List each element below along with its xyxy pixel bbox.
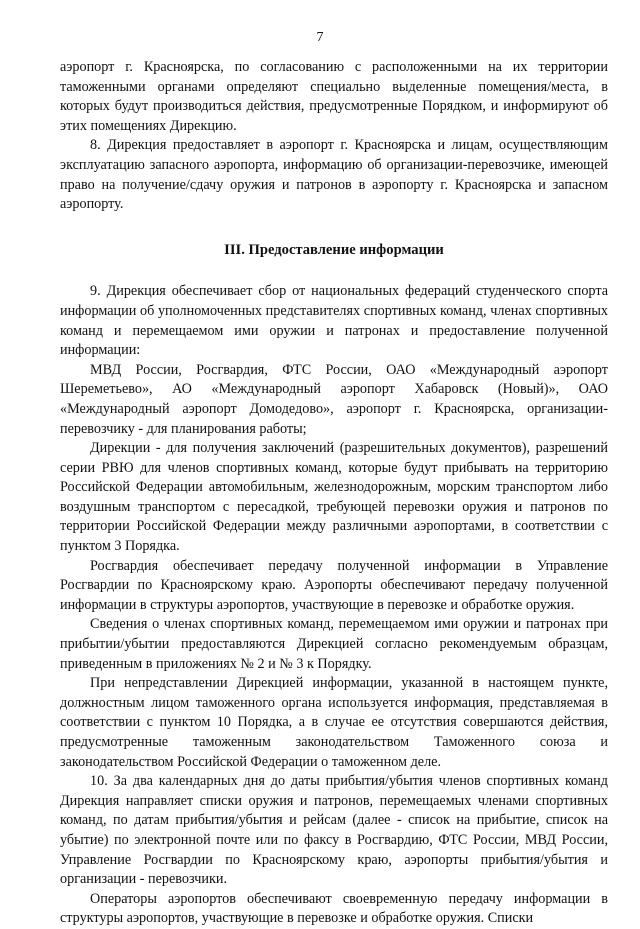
section-heading: III. Предоставление информации	[224, 241, 444, 258]
paragraph-9-recipients: МВД России, Росгвардия, ФТС России, ОАО «Международный аэропорт Шереметьево», АО «Международный аэропорт Хабаровск (Новый)», ОАО «Международный аэропорт Домодедово», аэропорт г. Красноярска, организации-перевозчику - для планирования работы;	[60, 361, 608, 437]
page-number: 7	[316, 30, 324, 45]
paragraph-continuation: аэропорт г. Красноярска, по согласованию с расположенными на их территории таможенными органами определяют специально выделенные помещения/места, в которых будут производиться действия, предусмотренные Порядком, и информируют об этих помещениях Дирекцию.	[60, 59, 608, 134]
paragraph-9-svedenia: Сведения о членах спортивных команд, перемещаемом ими оружии и патронах при прибытии/убытии предоставляются Дирекцией согласно рекомендуемым образцам, приведенным в приложениях № 2 и № 3 к Порядку.	[60, 616, 608, 672]
paragraph-9-rosgvardia: Росгвардия обеспечивает передачу полученной информации в Управление Росгвардии по Красноярскому краю. Аэропорты обеспечивают передачу полученной информации в структуры аэропортов, участвующие в перевозке и обработке оружия.	[60, 557, 608, 613]
paragraph-10: 10. За два календарных дня до даты прибытия/убытия членов спортивных команд Дирекция направляет списки оружия и патронов, перемещаемых членами спортивных команд, по датам прибытия/убытия и рейсам (далее - список на прибытие, список на убытие) по электронной почте или по факсу в Росгвардию, ФТС России, МВД России, Управление Росгвардии по Красноярскому краю, аэропорты прибытия/убытия и организации - перевозчики.	[60, 773, 608, 888]
document-body	[60, 58, 608, 929]
paragraph-9-direkcii: Дирекции - для получения заключений (разрешительных документов), разрешений серии РВЮ для членов спортивных команд, которые будут прибывать на территорию Российской Федерации автомобильным, железнодорожным, морским транспортом либо воздушным транспортом с пересадкой, требующей перевозки оружия и патронов по территории Российской Федерации между различными аэропортами, в соответствии с пунктом 3 Порядка.	[60, 440, 608, 555]
paragraph-10-operatory: Операторы аэропортов обеспечивают своевременную передачу информации в структуры аэропортов, участвующие в перевозке и обработке оружия. Списки	[60, 890, 608, 927]
paragraph-9: 9. Дирекция обеспечивает сбор от национальных федераций студенческого спорта информации об уполномоченных представителях спортивных команд, членах спортивных команд и перемещаемом ими оружии и патронах и предоставление полученной информации:	[60, 283, 608, 359]
paragraph-8: 8. Дирекция предоставляет в аэропорт г. Красноярска и лицам, осуществляющим эксплуатацию запасного аэропорта, информацию об организации-перевозчике, имеющей право на получение/сдачу оружия и патронов в аэропорту г. Красноярска и запасном аэропорту.	[60, 137, 608, 213]
paragraph-9-nepredostavlenie: При непредставлении Дирекцией информации, указанной в настоящем пункте, должностным лицом таможенного органа используется информация, представляемая в соответствии с пунктом 10 Порядка, а в случае ее отсутствия совершаются действия, предусмотренные таможенным законодательством Таможенного союза и законодательством Российской Федерации о таможенном деле.	[60, 675, 608, 770]
